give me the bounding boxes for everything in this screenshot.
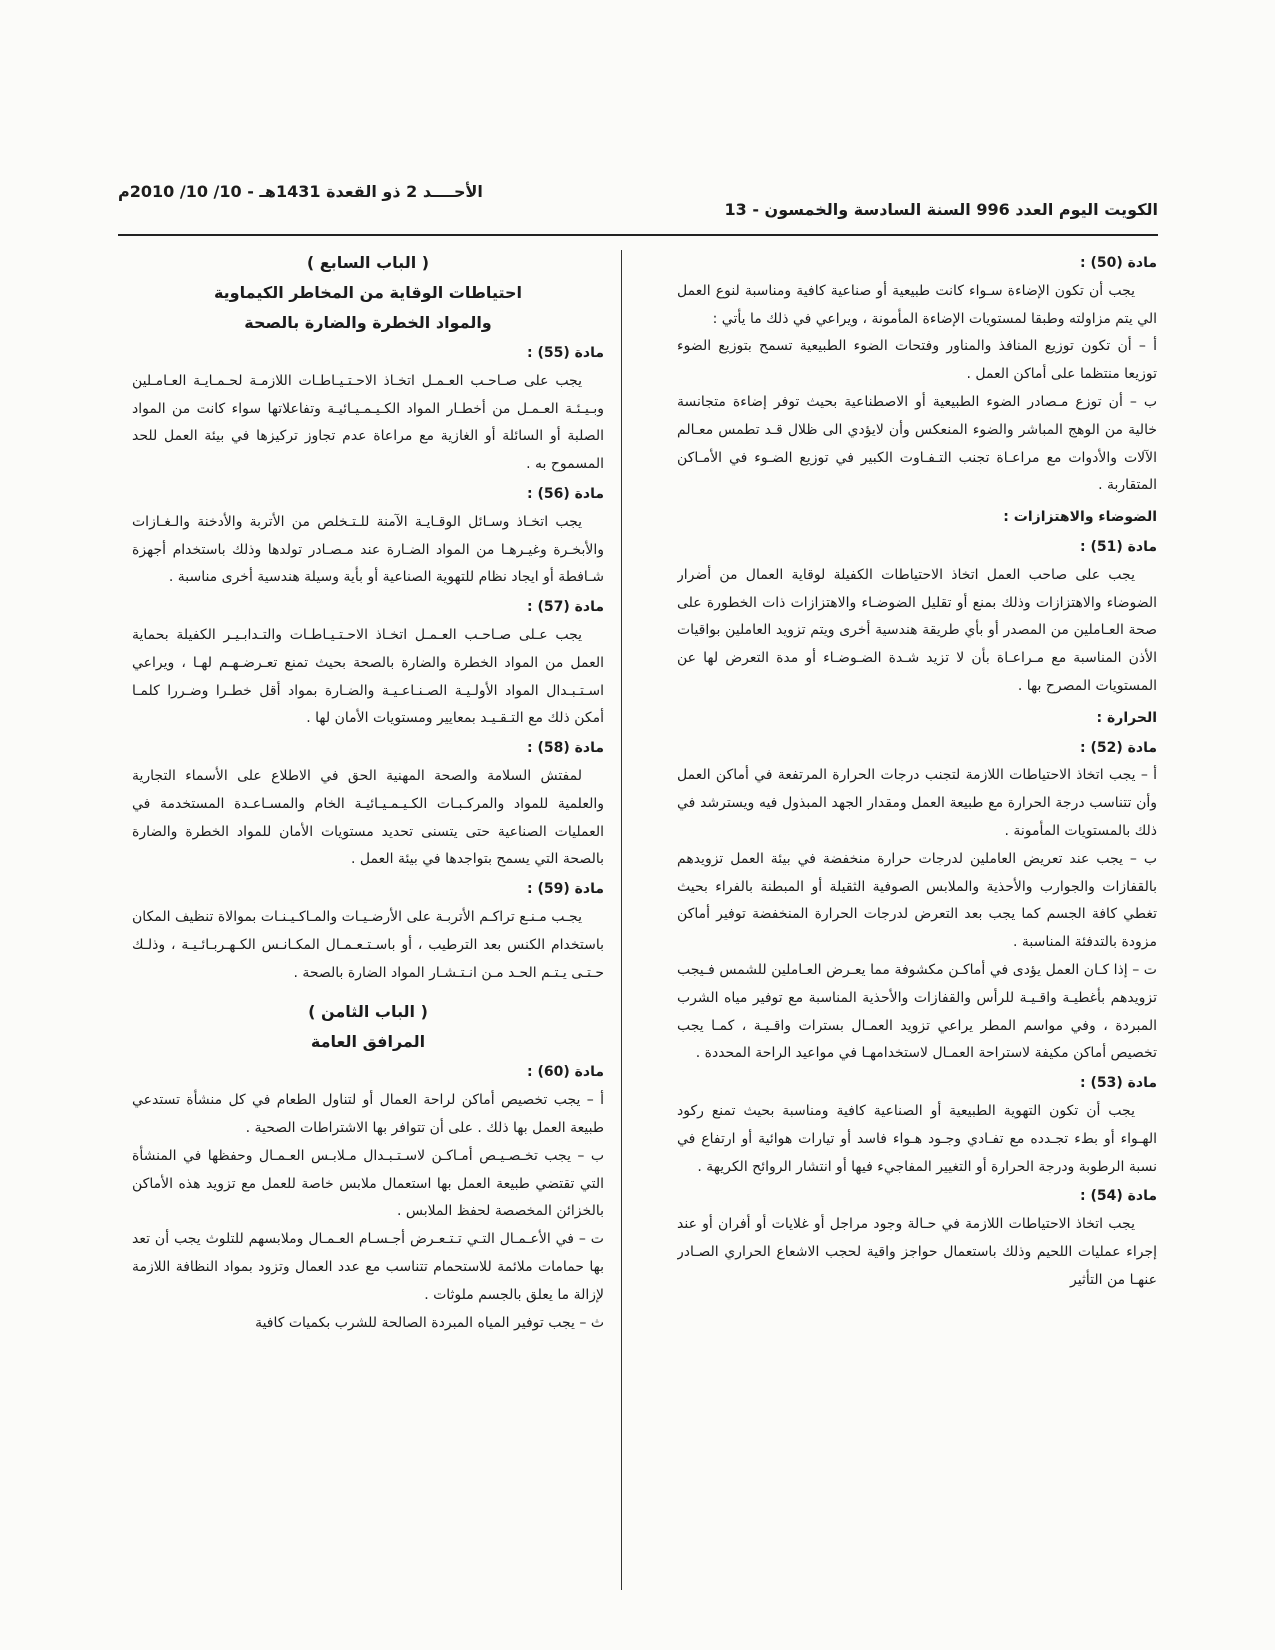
left-column [132,248,604,1590]
article-52-item-c: ت – إذا كـان العمل يؤدى في أماكـن مكشوفة مما يعـرض العـاملين للشمس فـيجب تزويدهم بأغطيـة واقـيـة للرأس والقفازات والأحذية المناسبة مع توفير مياه الشرب المبردة ، وفي مواسم المطر يراعي تزويد العمـال بسترات واقـيـة ، كمـا يجب تخصيص أماكن مكيفة لاستراحة العمـال لاستخدامهـا في مواعيد الراحة المحددة . [677,961,1157,1062]
chapter-7-label: ( الباب السابع ) [306,253,430,272]
spacer [132,987,604,997]
issue-date: الأحــــد 2 ذو القعدة 1431هـ - 10/ 10/ 2010م [118,182,483,201]
article-54-title: مادة (54) : [1079,1188,1157,1205]
article-52-item-b: ب – يجب عند تعريض العاملين لدرجات حرارة منخفضة في بيئة العمل تزويدهم بالقفازات والجوارب والأحذية والملابس الصوفية الثقيلة أو المبطنة بالفراء بحيث تغطي كافة الجسم كما يجب بعد التعرض لدرجات الحرارة المنخفضة توفير أماكن مزودة بالتدفئة المناسبة . [677,850,1157,951]
article-59-text: يجـب مـنـع تراكـم الأتربـة على الأرضـيـات والمـاكـيـنـات بموالاة تنظيف المكان باستخدام الكنس بعد الترطيب ، أو باسـتـعـمـال المكـانـس الكـهـربـائـيـة ، وذلـك حـتـى يـتـم الحـد مـن انـتـشـار المواد الضارة بالصحة . [132,908,604,981]
article-58-title: مادة (58) : [526,740,604,757]
article-60-item-d: ث – يجب توفير المياه المبردة الصالحة للشرب بكميات كافية [255,1314,604,1331]
right-column [677,248,1157,1590]
article-60-item-b: ب – يجب تخـصـيـص أمـاكـن لاسـتـبـدال مـلابـس العـمـال وحفظها في المنشأة التي تقتضي طبيعة العمل بها استعمال ملابس خاصة للعمل مع تزويد هذه الأماكن بالخزائن المخصصة لحفظ الملابس . [132,1147,604,1220]
article-60-item-a: أ – يجب تخصيص أماكن لراحة العمال أو لتناول الطعام في كل منشأة تستدعي طبيعة العمل بها ذلك . على أن تتوافر بها الاشتراطات الصحية . [132,1092,604,1136]
article-60-item-c: ت – في الأعـمـال التـي تـتـعـرض أجـسـام العـمـال وملابسهم للتلوث يجب أن تعد بها حمامات ملائمة للاستحمام تتناسب مع عدد العمال وتزود بمواد النظافة اللازمة لإزالة ما يعلق بالجسم ملوثات . [132,1231,604,1303]
article-57-text: يجب عـلى صـاحـب العـمـل اتخـاذ الاحـتـيـاطـات والتـدابـيـر الكفيلة بحماية العمل من المواد الخطرة والضارة بالصحة بحيث تمنع تعـرضـهـم لهـا ، ويراعي اسـتـبـدال المواد الأولـيـة الصـنـاعـيـة والضـارة بمواد أقل خطـرا وضـررا كلمـا أمكن ذلك مع التـقـيـد بمعايير ومستويات الأمان لها . [132,626,604,727]
article-51-title: مادة (51) : [1079,538,1157,555]
chapter-8-label: ( الباب الثامن ) [308,1002,428,1022]
column-divider [621,250,622,1590]
article-58-text: لمفتش السلامة والصحة المهنية الحق في الاطلاع على الأسماء التجارية والعلمية للمواد والمركـبـات الكـيـمـيـائيـة الخام والمسـاعـدة المستخدمة في العمليات الصناعية حتى يتسنى تحديد مستويات الأمان للمواد الخطرة والضارة بالصحة التي يسمح بتواجدها في بيئة العمل . [132,767,604,868]
article-56-text: يجب اتخـاذ وسـائل الوقـايـة الآمنة للـتـخلص من الأتربة والأدخنة والـغـازات والأبخـرة وغيـرهـا من المواد الضـارة عند مـصـادر تولدها وذلك باستخدام أجهزة شـافطة أو ايجاد نظام للتهوية الصناعية أو بأية وسيلة هندسية أخرى مناسبة . [132,513,604,586]
chapter-7-title-line-2: والمواد الخطرة والضارة بالصحة [244,313,492,332]
chapter-7-title-line-1: احتياطات الوقاية من المخاطر الكيماوية [213,283,523,302]
article-50-item-a: أ – أن تكون توزيع المنافذ والمناور وفتحات الضوء الطبيعية تسمح بتوزيع الضوء توزيعا منتظما على أماكن العمل . [677,338,1157,383]
article-51-text: يجب على صاحب العمل اتخاذ الاحتياطات الكفيلة لوقاية العمال من أضرار الضوضاء والاهتزازات وذلك بمنع أو تقليل الضوضـاء والاهتزازات ذات الخطورة على صحة العـاملين من المصدر أو بأي طريقة هندسية أخرى ويتم تزويد العاملين بواقيات الأذن المناسبة مع مـراعـاة بأن لا تزيد شـدة الضـوضـاء أو مدة التعرض لها عن المستويات المصرح بها . [677,566,1157,694]
article-56-title: مادة (56) : [526,485,604,502]
chapter-8-title: المرافق العامة [310,1032,426,1052]
article-50-title: مادة (50) : [1079,255,1157,271]
chapter-8-heading [132,997,604,1057]
article-55-text: يجب على صـاحـب العـمـل اتخـاذ الاحـتـيـاطـات اللازمـة لحـمـايـة العـامـلين وبـيـئـة العـمـل من أخطـار المواد الكـيـمـيـائيـة وتفاعلاتها سواء كانت من المواد الصلبة أو السائلة أو الغازية مع مراعاة عدم تجاوز تركيزها في بيئة العمل للحد المسموح به . [132,372,604,473]
page-header [118,178,1158,236]
article-59-title: مادة (59) : [526,881,604,898]
article-53-text: يجب أن تكون التهوية الطبيعية أو الصناعية كافية ومناسبة بحيث تمنع ركود الهـواء أو بطء تجـدده مع تفـادي وجـود هـواء فاسد أو تيارات هوائية أو ارتفاع في نسبة الرطوبة ودرجة الحرارة أو التغيير المفاجيء فيها أو انتشار الروائح الكريهة . [677,1102,1157,1175]
article-57-title: مادة (57) : [526,599,604,616]
article-54-text: يجب اتخاذ الاحتياطات اللازمة في حـالة وجود مراجل أو غلايات أو أفران أو عند إجراء عمليات اللحيم وذلك باستعمال حواجز واقية لحجب الاشعاع الحراري الصـادر عنهـا من التأثير [677,1216,1157,1288]
newspaper-issue-info: الكويت اليوم العدد 996 السنة السادسة والخمسون - 13 [724,200,1158,219]
section-noise-title: الضوضاء والاهتزازات : [1003,509,1157,526]
article-52-title: مادة (52) : [1079,739,1157,756]
article-52-item-a: أ – يجب اتخاذ الاحتياطات اللازمة لتجنب درجات الحرارة المرتفعة في أماكن العمل وأن تتناسب درجة الحرارة مع طبيعة العمل ومقدار الجهد المبذول فيه ويسترشد في ذلك بالمستويات المأمونة . [677,767,1157,839]
section-heat-title: الحرارة : [1096,709,1157,726]
article-53-title: مادة (53) : [1079,1075,1157,1092]
article-50-item-b: ب – أن توزع مـصادر الضوء الطبيعية أو الاصطناعية بحيث توفر إضاءة متجانسة خالية من الوهج المباشر والضوء المنعكس وأن لايؤدي الى ظلال قـد تطمس معـالم الآلات والأدوات مع مراعـاة تجنب التـفـاوت الكبير في توزيع الضـوء في الأمـاكن المتقاربة . [677,393,1157,494]
article-55-title: مادة (55) : [526,345,604,361]
chapter-7-heading [132,248,604,338]
article-50-text: يجب أن تكون الإضاءة سـواء كانت طبيعية أو صناعية كافية ومناسبة لنوع العمل الي يتم مزاولته وطبقا لمستويات الإضاءة المأمونة ، ويراعي في ذلك ما يأتي : [677,282,1157,327]
article-60-title: مادة (60) : [526,1064,604,1081]
